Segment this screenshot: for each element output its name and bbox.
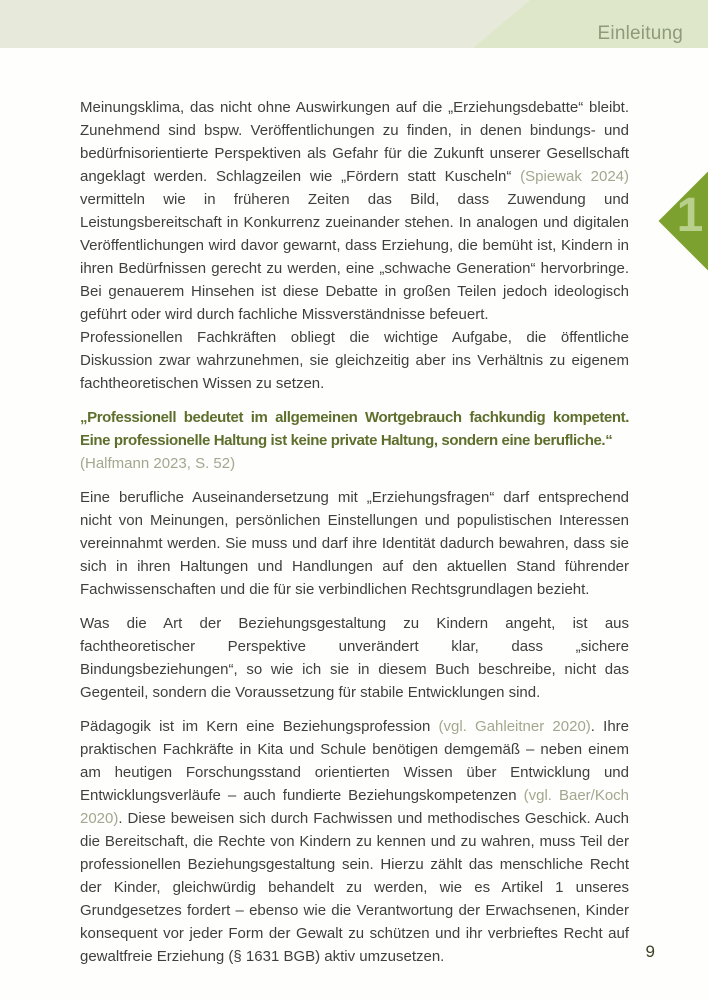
- paragraph-body: [80, 96, 629, 326]
- text-segment: Eine berufliche Auseinandersetzung mit „Erziehungsfragen“ darf entsprechend nicht von Meinungen, persönlichen Einstellungen und populistischen Interessen vereinnahmt werden. Sie muss und darf ihre Identität dadurch bewahren, dass sie sich in ihren Haltungen und Handlungen auf den aktuellen Stand führender Fachwissenschaften und die für sie verbindlichen Rechtsgrundlagen bezieht.: [80, 489, 629, 598]
- paragraph-body: [80, 486, 629, 601]
- header-band: [0, 0, 708, 48]
- running-head-chapter-title: Einleitung: [597, 23, 683, 44]
- text-segment: . Ihre praktischen Fachkräfte in Kita und Schule benötigen demgemäß – neben einem am heutigen Forschungsstand orientierten Wissen über Entwicklung und Entwicklungsverläufe – auch fundierte Beziehungskompetenzen: [80, 718, 629, 804]
- chapter-number: 1: [676, 189, 704, 242]
- text-segment: . Diese beweisen sich durch Fachwissen und methodisches Geschick. Auch die Bereitschaft, die Rechte von Kindern zu kennen und zu wahren, muss Teil der professionellen Beziehungsgestaltung sein. Hierzu zählt das menschliche Recht der Kinder, gleichwürdig behandelt zu werden, wie es Artikel 1 unseres Grundgesetzes fordert – ebenso wie die Verantwortung der Erwachsenen, Kinder konsequent vor jeder Form der Gewalt zu schützen und ihr verbrieftes Recht auf gewaltfreie Erziehung (§ 1631 BGB) aktiv umzusetzen.: [80, 810, 629, 965]
- citation-text: (Halfmann 2023, S. 52): [80, 455, 236, 472]
- text-segment: Was die Art der Beziehungsgestaltung zu Kindern angeht, ist aus fachtheoretischer Perspektive unverändert klar, dass „sichere Bindungsbeziehungen“, so wie ich sie in diesem Buch beschreibe, nicht das Gegenteil, sondern die Voraussetzung für stabile Entwicklungen sind.: [80, 615, 629, 701]
- citation-text: (vgl. Baer/Koch 2020): [80, 787, 630, 827]
- page-content: [80, 96, 629, 968]
- citation-text: (Spiewak 2024): [520, 168, 629, 185]
- text-segment: Professionellen Fachkräften obliegt die wichtige Aufgabe, die öffentliche Diskussion zwar wahrzunehmen, sie gleichzeitig aber ins Verhältnis zu eigenem fachtheoretischen Wissen zu setzen.: [80, 329, 629, 392]
- page-number: 9: [645, 942, 655, 961]
- paragraph-body: [80, 326, 629, 395]
- text-segment: „Professionell bedeutet im allgemeinen Wortgebrauch fachkundig kompetent. Eine professionelle Haltung ist keine private Haltung, sondern eine berufliche.“: [80, 409, 629, 449]
- paragraph-body: [80, 612, 629, 704]
- citation-text: (vgl. Gahleitner 2020): [438, 718, 591, 735]
- paragraph-quote: [80, 406, 629, 452]
- paragraph-quote-source: [80, 452, 629, 475]
- text-segment: vermitteln wie in früheren Zeiten das Bild, dass Zuwendung und Leistungsbereitschaft in Konkurrenz zueinander stehen. In analogen und digitalen Veröffentlichungen wird davor gewarnt, dass Erziehung, die bemüht ist, Kindern in ihren Bedürfnissen gerecht zu werden, eine „schwache Generation“ hervorbringe. Bei genauerem Hinsehen ist diese Debatte in großen Teilen jedoch ideologisch geführt oder wird durch fachliche Missverständnisse befeuert.: [80, 191, 629, 323]
- text-segment: Pädagogik ist im Kern eine Beziehungsprofession: [80, 718, 439, 735]
- paragraph-body: [80, 715, 629, 968]
- text-segment: Meinungsklima, das nicht ohne Auswirkungen auf die „Erziehungsdebatte“ bleibt. Zunehmend sind bspw. Veröffentlichungen zu finden, in denen bindungs- und bedürfnisorientierte Perspektiven als Gefahr für die Zukunft unserer Gesellschaft angeklagt werden. Schlagzeilen wie „Fördern statt Kuscheln“: [80, 99, 629, 185]
